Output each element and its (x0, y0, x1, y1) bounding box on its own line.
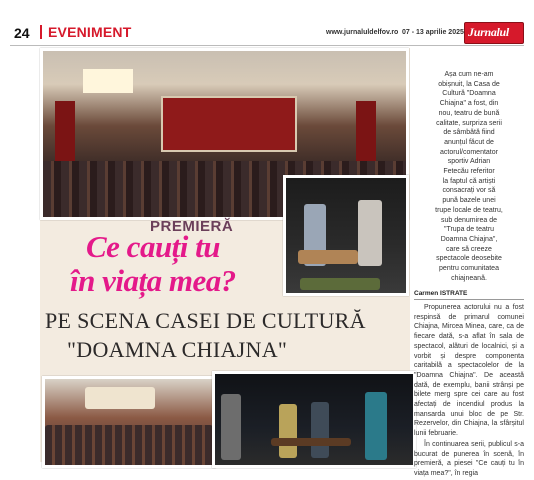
publication-logo (464, 22, 524, 44)
issue-date: 07 - 13 aprilie 2025 (402, 29, 464, 36)
header-separator (40, 25, 42, 39)
site-url[interactable]: www.jurnaluldelfov.ro (326, 29, 399, 36)
intro-line: sub denumirea de (440, 216, 498, 224)
page-number: 24 (14, 25, 30, 41)
audience-photo (42, 376, 216, 468)
intro-line: actorul/comentator (440, 148, 498, 156)
subheadline-line-2: "DOAMNA CHIAJNA" (67, 337, 288, 362)
body-paragraph: Propunerea actorului nu a fost respinsă de primarul comunei Chiajna, Mircea Minea, care, ca de fiecare dată, s-a aflat în sala de spectacol, alături de localnici, și a vorbit și despre componenta caritabilă a spectacolelor de la "Doamna Chiajna". De această dată, de exemplu, banii strânși pe bilete merg spre cei care au fost afectați de incendiul produs la mansarda unui bloc de pe Str. Rezervelor, din Chiajna, la sfârșitul lunii februarie. (414, 304, 524, 438)
intro-line: chiajneană. (451, 274, 487, 282)
stage (161, 96, 297, 152)
intro-line: sportiv Adrian (447, 158, 491, 166)
stage-window (83, 69, 133, 93)
intro-line: Doamna Chiajna", (440, 235, 498, 243)
actor-4 (365, 392, 387, 460)
actor-3 (311, 402, 329, 458)
flowers (300, 278, 380, 290)
audience-rows (45, 425, 213, 465)
headline-line-2: în viața mea? (70, 263, 236, 298)
intro-line: care să creeze (446, 245, 492, 253)
page-header (0, 22, 534, 44)
intro-line: anunțul făcut de (444, 138, 494, 146)
intro-line: nou, teatru de bună (438, 109, 500, 117)
intro-line: pună bazele unei (442, 197, 496, 205)
intro-line: obișnuit, la Casa de (438, 80, 500, 88)
article-kicker: PREMIERĂ (150, 218, 234, 235)
intro-line: trupe locale de teatru, (435, 206, 503, 214)
header-divider (10, 45, 524, 46)
bench (298, 250, 358, 264)
section-title: EVENIMENT (48, 24, 132, 40)
intro-line: Fetecău referitor (443, 168, 495, 176)
hall-window (85, 387, 155, 409)
author-byline: Carmen ISTRATE (414, 290, 468, 297)
intro-line: pentru comunitatea (439, 265, 499, 273)
body-text (414, 303, 524, 480)
intro-paragraph (414, 70, 524, 283)
intro-line: la faptul că artiști (442, 177, 496, 185)
intro-line: Chiajna" a fost, din (439, 100, 499, 108)
intro-line: consacrați vor să (442, 187, 496, 195)
headline-line-1: Ce cauți tu (86, 229, 221, 264)
intro-line: Cultură "Doamna (442, 90, 496, 98)
intro-line: calitate, surpriza serii (436, 119, 502, 127)
subheadline-line-1: PE SCENA CASEI DE CULTURĂ (45, 308, 366, 333)
intro-line: "Trupa de teatru (443, 226, 495, 234)
body-paragraph: În continuarea serii, publicul s-a bucurat de punerea în scenă, în premieră, a piesei "Ce cauți tu în viața mea?", în regia (414, 440, 524, 477)
speakers-photo (283, 175, 409, 296)
actors-photo (212, 371, 416, 468)
left-curtain (55, 101, 75, 161)
actor-1 (221, 394, 241, 460)
speaker-right (358, 200, 382, 266)
table (271, 438, 351, 446)
intro-line: spectacole deosebite (436, 255, 502, 263)
actor-2 (279, 404, 297, 458)
logo-text: Jurnalul (468, 25, 509, 39)
right-curtain (356, 101, 376, 161)
byline-divider (414, 299, 524, 300)
intro-line: de sâmbătă fiind (443, 129, 495, 137)
intro-line: Așa cum ne-am (444, 71, 494, 78)
